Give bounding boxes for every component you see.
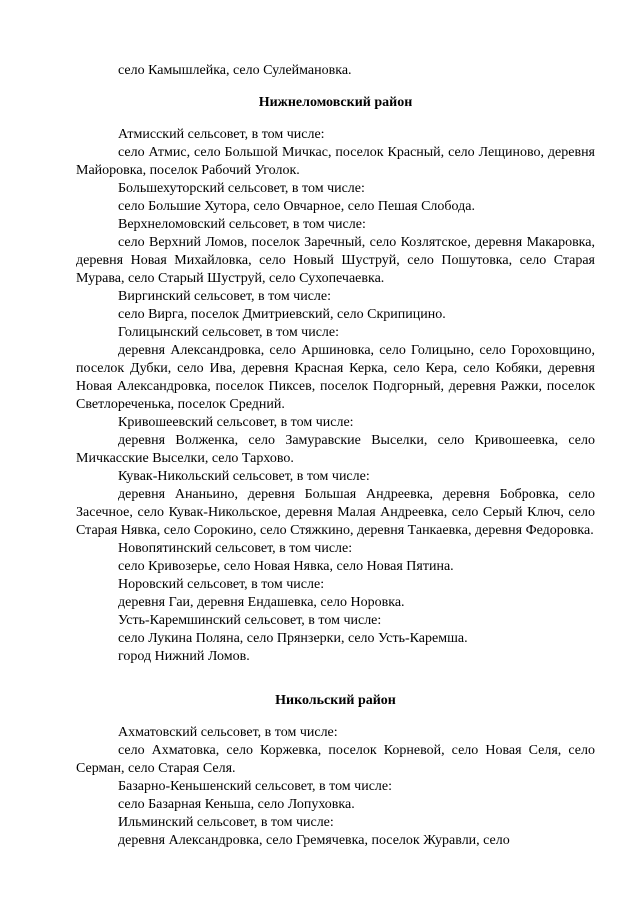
paragraph: село Верхний Ломов, поселок Заречный, село Козлятское, деревня Макаровка, деревня Новая Михайловка, село Новый Шуструй, село Пошутовка, село Старая Мурава, село Старый Шуструй, село Сухопечаевка.: [76, 235, 595, 286]
paragraph: деревня Волженка, село Замуравские Выселки, село Кривошеевка, село Мичкасские Выселки, село Тархово.: [76, 433, 595, 466]
paragraph: село Кривозерье, село Новая Нявка, село Новая Пятина.: [118, 559, 454, 574]
paragraph: Большехуторский сельсовет, в том числе:: [118, 181, 365, 196]
paragraph: деревня Александровка, село Аршиновка, село Голицыно, село Гороховщино, поселок Дубки, село Ива, деревня Красная Керка, село Кера, село Кобяки, деревня Новая Александровка, поселок Пиксев, поселок Подгорный, деревня Ражки, поселок Светлореченька, поселок Средний.: [76, 343, 595, 412]
paragraph: Усть-Каремшинский сельсовет, в том числе:: [118, 613, 382, 628]
paragraph: Базарно-Кеньшенский сельсовет, в том числе:: [118, 779, 392, 794]
section-heading-nizhnelomovsky: Нижнеломовский район: [258, 95, 413, 110]
paragraph: Виргинский сельсовет, в том числе:: [118, 289, 332, 304]
paragraph: Верхнеломовский сельсовет, в том числе:: [118, 217, 366, 232]
paragraph-top: село Камышлейка, село Сулеймановка.: [118, 63, 352, 78]
paragraph: Ильминский сельсовет, в том числе:: [118, 815, 334, 830]
paragraph: Атмисский сельсовет, в том числе:: [118, 127, 325, 142]
paragraph: город Нижний Ломов.: [118, 649, 250, 664]
paragraph: Норовский сельсовет, в том числе:: [118, 577, 325, 592]
paragraph: село Лукина Поляна, село Прянзерки, село Усть-Каремша.: [118, 631, 468, 646]
paragraph: Голицынский сельсовет, в том числе:: [118, 325, 340, 340]
paragraph: село Вирга, поселок Дмитриевский, село Скрипицино.: [118, 307, 446, 322]
paragraph: Кувак-Никольский сельсовет, в том числе:: [118, 469, 370, 484]
paragraph: деревня Гаи, деревня Ендашевка, село Норовка.: [118, 595, 405, 610]
paragraph: село Большие Хутора, село Овчарное, село Пешая Слобода.: [118, 199, 475, 214]
paragraph: деревня Ананьино, деревня Большая Андреевка, деревня Бобровка, село Засечное, село Кувак-Никольское, деревня Малая Андреевка, село Серый Ключ, село Старая Нявка, село Сорокино, село Стяжкино, деревня Танкаевка, деревня Федоровка.: [76, 487, 595, 538]
section-body-nikolsky: [76, 724, 595, 850]
paragraph: село Базарная Кеньша, село Лопуховка.: [118, 797, 355, 812]
paragraph: Кривошеевский сельсовет, в том числе:: [118, 415, 354, 430]
paragraph: Ахматовский сельсовет, в том числе:: [118, 725, 338, 740]
paragraph: село Ахматовка, село Коржевка, поселок Корневой, село Новая Селя, село Серман, село Старая Селя.: [76, 743, 595, 776]
paragraph: деревня Александровка, село Гремячевка, поселок Журавли, село: [118, 833, 510, 848]
paragraph: село Атмис, село Большой Мичкас, поселок Красный, село Лещиново, деревня Майоровка, поселок Рабочий Уголок.: [76, 145, 595, 178]
section-heading-nikolsky: Никольский район: [275, 693, 396, 708]
section-body-nizhnelomovsky: [76, 126, 595, 666]
paragraph: Новопятинский сельсовет, в том числе:: [118, 541, 353, 556]
